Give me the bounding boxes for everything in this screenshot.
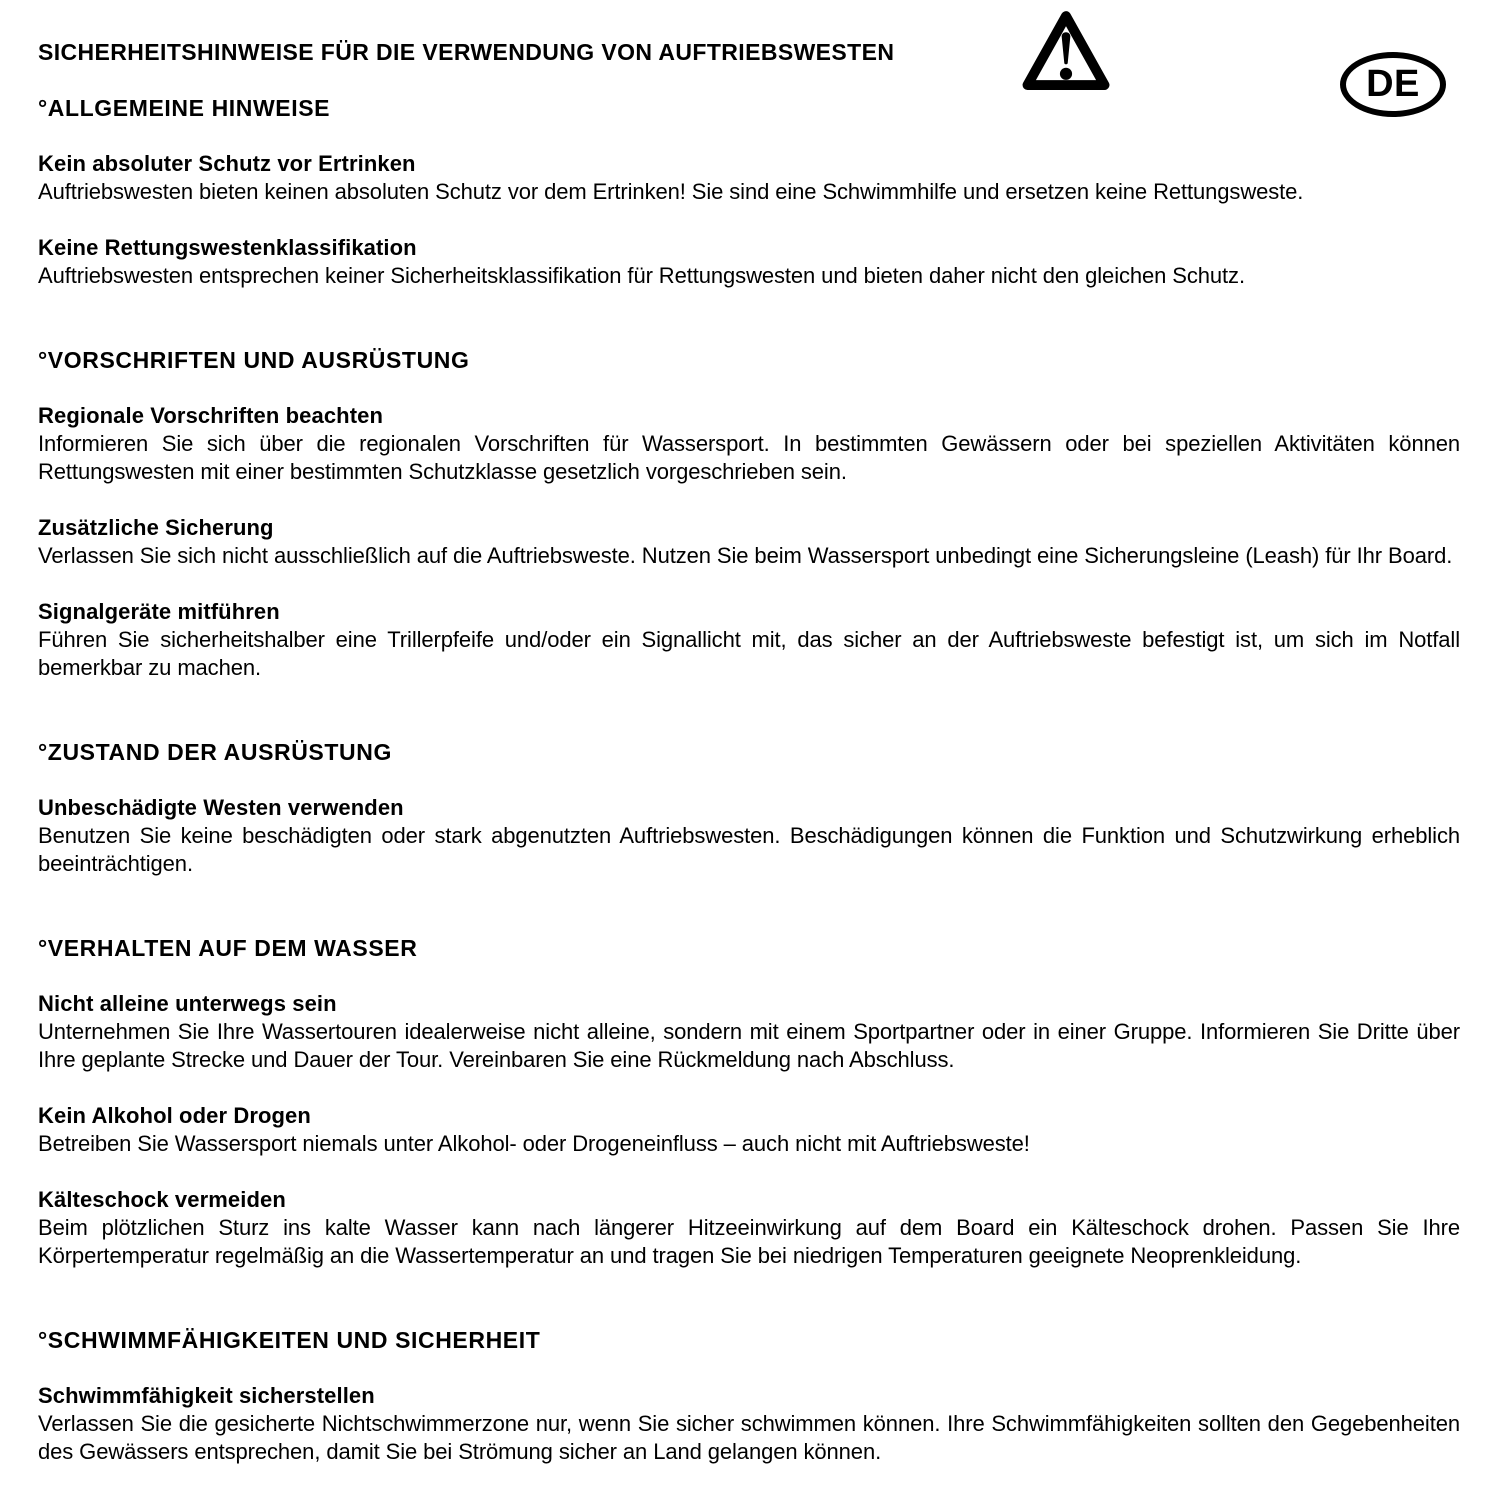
section-verhalten-auf-dem-wasser — [38, 934, 1460, 1270]
section-heading: °SCHWIMMFÄHIGKEITEN UND SICHERHEIT — [38, 1327, 541, 1353]
item-body: Führen Sie sicherheitshalber eine Trillerpfeife und/oder ein Signallicht mit, das sicher an der Auftriebsweste befestigt ist, um sich im Notfall bemerkbar zu machen. — [38, 627, 1460, 680]
safety-item — [38, 1102, 1460, 1158]
page-title: SICHERHEITSHINWEISE FÜR DIE VERWENDUNG VON AUFTRIEBSWESTEN — [38, 39, 895, 65]
item-title: Kein absoluter Schutz vor Ertrinken — [38, 151, 416, 176]
language-badge-de — [1340, 52, 1446, 117]
safety-item — [38, 234, 1460, 290]
item-title: Schwimmfähigkeit sicherstellen — [38, 1383, 375, 1408]
item-body: Auftriebswesten entsprechen keiner Sicherheitsklassifikation für Rettungswesten und bieten daher nicht den gleichen Schutz. — [38, 263, 1245, 288]
item-body: Informieren Sie sich über die regionalen Vorschriften für Wassersport. In bestimmten Gewässern oder bei speziellen Aktivitäten können Rettungswesten mit einer bestimmten Schutzklasse gesetzlich vorgeschrieben sein. — [38, 431, 1460, 484]
language-badge-label: DE — [1366, 63, 1420, 105]
item-title: Kein Alkohol oder Drogen — [38, 1103, 311, 1128]
item-title: Unbeschädigte Westen verwenden — [38, 795, 404, 820]
section-heading: °ALLGEMEINE HINWEISE — [38, 95, 331, 121]
item-title: Kälteschock vermeiden — [38, 1187, 286, 1212]
section-allgemeine-hinweise — [38, 94, 1460, 290]
section-vorschriften-und-ausruestung — [38, 346, 1460, 682]
warning-triangle-icon — [1021, 8, 1111, 94]
safety-item — [38, 598, 1460, 682]
item-body: Benutzen Sie keine beschädigten oder stark abgenutzten Auftriebswesten. Beschädigungen können die Funktion und Schutzwirkung erheblich beeinträchtigen. — [38, 823, 1460, 876]
section-heading: °VERHALTEN AUF DEM WASSER — [38, 935, 418, 961]
item-body: Verlassen Sie sich nicht ausschließlich auf die Auftriebsweste. Nutzen Sie beim Wassersport unbedingt eine Sicherungsleine (Leash) für Ihr Board. — [38, 543, 1453, 568]
safety-item — [38, 150, 1460, 206]
safety-item — [38, 1186, 1460, 1270]
item-body: Unternehmen Sie Ihre Wassertouren idealerweise nicht alleine, sondern mit einem Sportpartner oder in einer Gruppe. Informieren Sie Dritte über Ihre geplante Strecke und Dauer der Tour. Vereinbaren Sie eine Rückmeldung nach Abschluss. — [38, 1019, 1460, 1072]
item-body: Auftriebswesten bieten keinen absoluten Schutz vor dem Ertrinken! Sie sind eine Schwimmhilfe und ersetzen keine Rettungsweste. — [38, 179, 1304, 204]
safety-item — [38, 794, 1460, 878]
item-body: Verlassen Sie die gesicherte Nichtschwimmerzone nur, wenn Sie sicher schwimmen können. Ihre Schwimmfähigkeiten sollten den Gegebenheiten des Gewässers entsprechen, damit Sie bei Strömung sicher an Land gelangen können. — [38, 1411, 1460, 1464]
section-zustand-der-ausruestung — [38, 738, 1460, 878]
item-title: Nicht alleine unterwegs sein — [38, 991, 337, 1016]
item-body: Beim plötzlichen Sturz ins kalte Wasser kann nach längerer Hitzeeinwirkung auf dem Board ein Kälteschock drohen. Passen Sie Ihre Körpertemperatur regelmäßig an die Wassertemperatur an und tragen Sie bei niedrigen Temperaturen geeignete Neoprenkleidung. — [38, 1215, 1460, 1268]
item-title: Keine Rettungswestenklassifikation — [38, 235, 417, 260]
safety-item — [38, 514, 1460, 570]
item-body: Betreiben Sie Wassersport niemals unter Alkohol- oder Drogeneinfluss – auch nicht mit Auftriebsweste! — [38, 1131, 1030, 1156]
safety-item — [38, 1382, 1460, 1466]
section-heading: °ZUSTAND DER AUSRÜSTUNG — [38, 739, 392, 765]
section-heading: °VORSCHRIFTEN UND AUSRÜSTUNG — [38, 347, 470, 373]
item-title: Regionale Vorschriften beachten — [38, 403, 383, 428]
section-schwimmfaehigkeiten-und-sicherheit — [38, 1326, 1460, 1466]
item-title: Signalgeräte mitführen — [38, 599, 280, 624]
item-title: Zusätzliche Sicherung — [38, 515, 274, 540]
safety-item — [38, 402, 1460, 486]
safety-item — [38, 990, 1460, 1074]
